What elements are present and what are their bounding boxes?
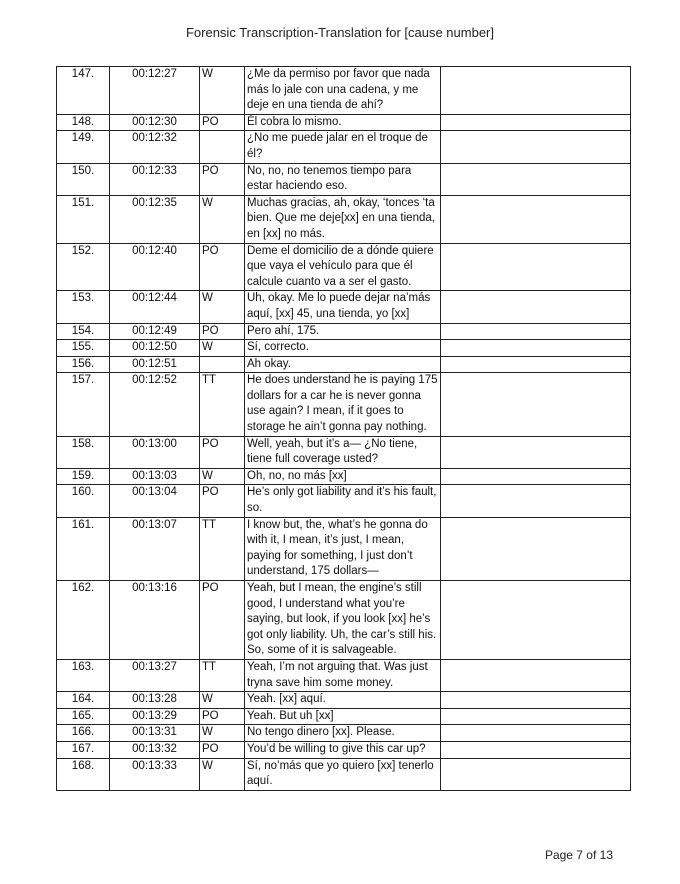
- translation-cell: [441, 373, 631, 436]
- line-number-cell: 167.: [57, 741, 110, 758]
- translation-cell: [441, 758, 631, 790]
- timestamp-cell: 00:12:27: [110, 67, 200, 115]
- speaker-cell: PO: [200, 243, 245, 291]
- timestamp-cell: 00:13:28: [110, 692, 200, 709]
- transcript-text-cell: Ah okay.: [245, 356, 441, 373]
- transcript-text-cell: Deme el domicilio de a dónde quiere que vaya el vehículo para que él calcule cuanto va a ser el gasto.: [245, 243, 441, 291]
- transcript-text-cell: You’d be willing to give this car up?: [245, 741, 441, 758]
- speaker-cell: PO: [200, 323, 245, 340]
- transcript-text-cell: He does understand he is paying 175 dollars for a car he is never gonna use again? I mean, if it goes to storage he ain’t gonna pay nothing.: [245, 373, 441, 436]
- timestamp-cell: 00:12:30: [110, 114, 200, 131]
- speaker-cell: PO: [200, 163, 245, 195]
- speaker-cell: PO: [200, 708, 245, 725]
- line-number-cell: 164.: [57, 692, 110, 709]
- translation-cell: [441, 291, 631, 323]
- line-number-cell: 159.: [57, 468, 110, 485]
- speaker-cell: PO: [200, 114, 245, 131]
- translation-cell: [441, 581, 631, 660]
- table-row: [57, 356, 631, 373]
- speaker-cell: PO: [200, 485, 245, 517]
- line-number-cell: 158.: [57, 436, 110, 468]
- speaker-cell: PO: [200, 436, 245, 468]
- timestamp-cell: 00:13:03: [110, 468, 200, 485]
- table-row: [57, 581, 631, 660]
- translation-cell: [441, 243, 631, 291]
- translation-cell: [441, 195, 631, 243]
- table-row: [57, 67, 631, 115]
- transcript-text-cell: Oh, no, no más [xx]: [245, 468, 441, 485]
- timestamp-cell: 00:12:35: [110, 195, 200, 243]
- speaker-cell: W: [200, 195, 245, 243]
- transcript-text-cell: Well, yeah, but it’s a— ¿No tiene, tiene full coverage usted?: [245, 436, 441, 468]
- table-row: [57, 195, 631, 243]
- translation-cell: [441, 708, 631, 725]
- speaker-cell: W: [200, 340, 245, 357]
- transcript-text-cell: ¿No me puede jalar en el troque de él?: [245, 131, 441, 163]
- timestamp-cell: 00:13:00: [110, 436, 200, 468]
- table-row: [57, 163, 631, 195]
- speaker-cell: W: [200, 67, 245, 115]
- line-number-cell: 157.: [57, 373, 110, 436]
- table-row: [57, 340, 631, 357]
- transcript-text-cell: I know but, the, what’s he gonna do with it, I mean, it’s just, I mean, paying for something, I just don’t understand, 175 dollars—: [245, 517, 441, 580]
- timestamp-cell: 00:12:32: [110, 131, 200, 163]
- timestamp-cell: 00:13:33: [110, 758, 200, 790]
- timestamp-cell: 00:12:49: [110, 323, 200, 340]
- speaker-cell: W: [200, 291, 245, 323]
- speaker-cell: [200, 356, 245, 373]
- transcript-table: [56, 66, 631, 791]
- speaker-cell: TT: [200, 659, 245, 691]
- timestamp-cell: 00:13:04: [110, 485, 200, 517]
- table-row: [57, 741, 631, 758]
- translation-cell: [441, 114, 631, 131]
- transcript-text-cell: Yeah. [xx] aquí.: [245, 692, 441, 709]
- table-row: [57, 758, 631, 790]
- transcript-text-cell: He’s only got liability and it’s his fault, so.: [245, 485, 441, 517]
- transcript-text-cell: Él cobra lo mismo.: [245, 114, 441, 131]
- line-number-cell: 155.: [57, 340, 110, 357]
- line-number-cell: 152.: [57, 243, 110, 291]
- timestamp-cell: 00:12:33: [110, 163, 200, 195]
- table-row: [57, 692, 631, 709]
- table-row: [57, 436, 631, 468]
- line-number-cell: 168.: [57, 758, 110, 790]
- transcript-rows: [57, 67, 631, 791]
- translation-cell: [441, 517, 631, 580]
- line-number-cell: 147.: [57, 67, 110, 115]
- timestamp-cell: 00:13:27: [110, 659, 200, 691]
- transcript-text-cell: ¿Me da permiso por favor que nada más lo jale con una cadena, y me deje en una tienda de ahí?: [245, 67, 441, 115]
- line-number-cell: 154.: [57, 323, 110, 340]
- table-row: [57, 725, 631, 742]
- line-number-cell: 149.: [57, 131, 110, 163]
- line-number-cell: 151.: [57, 195, 110, 243]
- translation-cell: [441, 356, 631, 373]
- translation-cell: [441, 485, 631, 517]
- speaker-cell: W: [200, 758, 245, 790]
- translation-cell: [441, 163, 631, 195]
- speaker-cell: W: [200, 725, 245, 742]
- table-row: [57, 659, 631, 691]
- speaker-cell: [200, 131, 245, 163]
- transcript-text-cell: Uh, okay. Me lo puede dejar na’más aquí, [xx] 45, una tienda, yo [xx]: [245, 291, 441, 323]
- translation-cell: [441, 659, 631, 691]
- translation-cell: [441, 340, 631, 357]
- translation-cell: [441, 436, 631, 468]
- transcript-text-cell: Yeah. But uh [xx]: [245, 708, 441, 725]
- speaker-cell: PO: [200, 581, 245, 660]
- transcript-text-cell: No tengo dinero [xx]. Please.: [245, 725, 441, 742]
- line-number-cell: 156.: [57, 356, 110, 373]
- table-row: [57, 373, 631, 436]
- timestamp-cell: 00:12:52: [110, 373, 200, 436]
- translation-cell: [441, 67, 631, 115]
- table-row: [57, 131, 631, 163]
- transcript-text-cell: Yeah, but I mean, the engine’s still good, I understand what you’re saying, but look, if you look [xx] he’s got only liability. Uh, the car’s still his. So, some of it is salvageable.: [245, 581, 441, 660]
- speaker-cell: TT: [200, 517, 245, 580]
- transcript-text-cell: Pero ahí, 175.: [245, 323, 441, 340]
- table-row: [57, 114, 631, 131]
- timestamp-cell: 00:13:32: [110, 741, 200, 758]
- timestamp-cell: 00:13:29: [110, 708, 200, 725]
- translation-cell: [441, 468, 631, 485]
- speaker-cell: PO: [200, 741, 245, 758]
- translation-cell: [441, 725, 631, 742]
- table-row: [57, 468, 631, 485]
- translation-cell: [441, 131, 631, 163]
- timestamp-cell: 00:12:50: [110, 340, 200, 357]
- page-number: Page 7 of 13: [544, 848, 613, 862]
- transcript-text-cell: No, no, no tenemos tiempo para estar haciendo eso.: [245, 163, 441, 195]
- timestamp-cell: 00:13:07: [110, 517, 200, 580]
- page-header: Forensic Transcription-Translation for [cause number]: [185, 25, 495, 40]
- table-row: [57, 323, 631, 340]
- line-number-cell: 162.: [57, 581, 110, 660]
- transcript-text-cell: Yeah, I’m not arguing that. Was just tryna save him some money.: [245, 659, 441, 691]
- transcript-text-cell: Sí, correcto.: [245, 340, 441, 357]
- speaker-cell: W: [200, 468, 245, 485]
- speaker-cell: W: [200, 692, 245, 709]
- translation-cell: [441, 692, 631, 709]
- table-row: [57, 485, 631, 517]
- transcript-text-cell: Muchas gracias, ah, okay, ‘tonces ‘ta bien. Que me deje[xx] en una tienda, en [xx] no más.: [245, 195, 441, 243]
- translation-cell: [441, 741, 631, 758]
- line-number-cell: 166.: [57, 725, 110, 742]
- timestamp-cell: 00:13:16: [110, 581, 200, 660]
- table-row: [57, 517, 631, 580]
- line-number-cell: 163.: [57, 659, 110, 691]
- table-row: [57, 291, 631, 323]
- line-number-cell: 165.: [57, 708, 110, 725]
- timestamp-cell: 00:12:44: [110, 291, 200, 323]
- translation-cell: [441, 323, 631, 340]
- timestamp-cell: 00:12:51: [110, 356, 200, 373]
- timestamp-cell: 00:13:31: [110, 725, 200, 742]
- table-row: [57, 708, 631, 725]
- line-number-cell: 161.: [57, 517, 110, 580]
- timestamp-cell: 00:12:40: [110, 243, 200, 291]
- speaker-cell: TT: [200, 373, 245, 436]
- table-row: [57, 243, 631, 291]
- line-number-cell: 148.: [57, 114, 110, 131]
- transcript-text-cell: Sí, no’más que yo quiero [xx] tenerlo aquí.: [245, 758, 441, 790]
- line-number-cell: 153.: [57, 291, 110, 323]
- line-number-cell: 160.: [57, 485, 110, 517]
- line-number-cell: 150.: [57, 163, 110, 195]
